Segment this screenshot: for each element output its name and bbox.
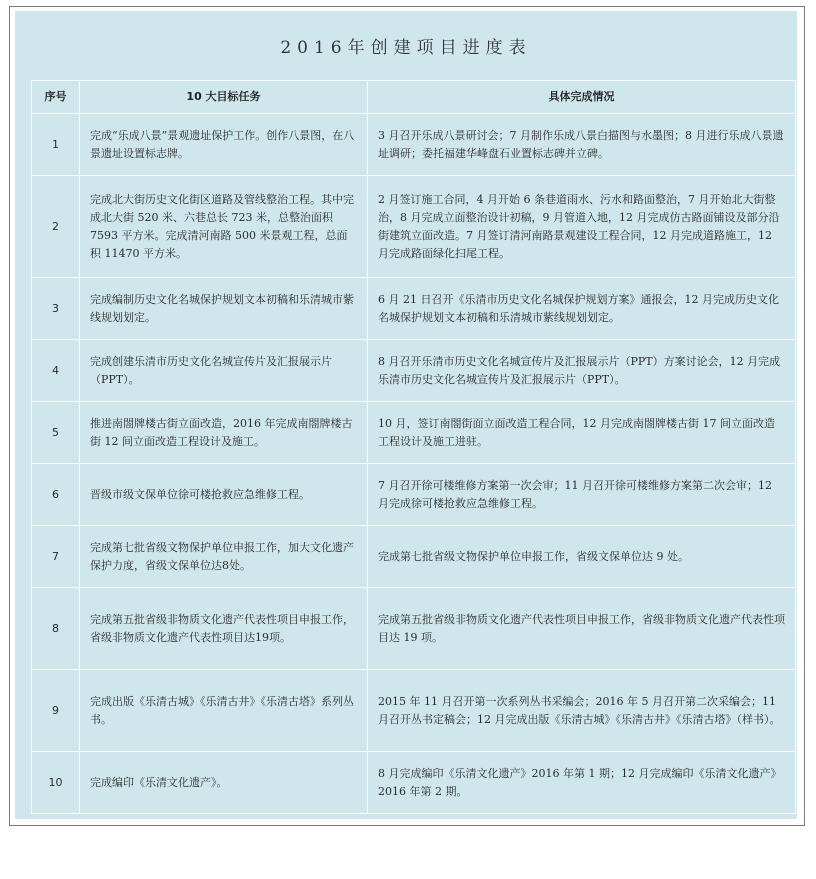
table-row	[32, 176, 796, 278]
table-row	[32, 340, 796, 402]
row-number: 3	[32, 278, 80, 340]
row-status: 6 月 21 日召开《乐清市历史文化名城保护规划方案》通报会，12 月完成历史文化名城保护规划文本初稿和乐清城市紫线规划划定。	[368, 278, 796, 340]
row-status: 2015 年 11 月召开第一次系列丛书采编会；2016 年 5 月召开第二次采编会；11 月召开丛书定稿会；12 月完成出版《乐清古城》《乐清古井》《乐清古塔》（样书）。	[368, 670, 796, 752]
header-task: 10 大目标任务	[80, 81, 368, 114]
row-status: 2 月签订施工合同，4 月开始 6 条巷道雨水、污水和路面整治，7 月开始北大街整治，8 月完成立面整治设计初稿，9 月管道入地，12 月完成仿古路面铺设及部分沿街建筑立面改造。7 月签订清河南路景观建设工程合同，12 月完成道路施工，12 月完成路面绿化扫尾工程。	[368, 176, 796, 278]
row-status: 3 月召开乐成八景研讨会；7 月制作乐成八景白描图与水墨图；8 月进行乐成八景遗址调研；委托福建华峰盘石业置标志碑并立碑。	[368, 114, 796, 176]
row-number: 9	[32, 670, 80, 752]
row-task: 晋级市级文保单位徐可楼抢救应急维修工程。	[80, 464, 368, 526]
row-task: 完成创建乐清市历史文化名城宣传片及汇报展示片（PPT）。	[80, 340, 368, 402]
row-number: 5	[32, 402, 80, 464]
document-frame	[9, 6, 805, 826]
row-number: 8	[32, 588, 80, 670]
row-status: 8 月完成编印《乐清文化遗产》2016 年第 1 期；12 月完成编印《乐清文化遗产》2016 年第 2 期。	[368, 752, 796, 814]
row-task: 完成第五批省级非物质文化遗产代表性项目申报工作，省级非物质文化遗产代表性项目达19项。	[80, 588, 368, 670]
row-number: 10	[32, 752, 80, 814]
table-row	[32, 752, 796, 814]
header-status: 具体完成情况	[368, 81, 796, 114]
row-task: 完成“乐成八景”景观遗址保护工作。创作八景图，在八景遗址设置标志牌。	[80, 114, 368, 176]
row-number: 6	[32, 464, 80, 526]
row-task: 推进南閤牌楼古街立面改造，2016 年完成南閤牌楼古街 12 间立面改造工程设计及施工。	[80, 402, 368, 464]
row-status: 10 月，签订南閤街面立面改造工程合同，12 月完成南閤牌楼古街 17 间立面改造工程设计及施工进驻。	[368, 402, 796, 464]
table-row	[32, 402, 796, 464]
row-task: 完成北大街历史文化街区道路及管线整治工程。其中完成北大街 520 米、六巷总长 723 米，总整治面积 7593 平方米。完成清河南路 500 米景观工程，总面积 11470 平方米。	[80, 176, 368, 278]
table-row	[32, 526, 796, 588]
table-row	[32, 464, 796, 526]
row-number: 4	[32, 340, 80, 402]
row-task: 完成编印《乐清文化遗产》。	[80, 752, 368, 814]
row-task: 完成编制历史文化名城保护规划文本初稿和乐清城市紫线规划划定。	[80, 278, 368, 340]
table-header-row	[32, 81, 796, 114]
row-number: 2	[32, 176, 80, 278]
table-row	[32, 670, 796, 752]
row-task: 完成出版《乐清古城》《乐清古井》《乐清古塔》系列丛书。	[80, 670, 368, 752]
row-task: 完成第七批省级文物保护单位申报工作，加大文化遗产保护力度，省级文保单位达8处。	[80, 526, 368, 588]
table-row	[32, 588, 796, 670]
row-status: 7 月召开徐可楼维修方案第一次会审；11 月召开徐可楼维修方案第二次会审；12 月完成徐可楼抢救应急维修工程。	[368, 464, 796, 526]
table-row	[32, 278, 796, 340]
row-number: 7	[32, 526, 80, 588]
table-panel	[15, 11, 797, 819]
row-number: 1	[32, 114, 80, 176]
header-no: 序号	[32, 81, 80, 114]
row-status: 完成第五批省级非物质文化遗产代表性项目申报工作，省级非物质文化遗产代表性项目达 19 项。	[368, 588, 796, 670]
row-status: 完成第七批省级文物保护单位申报工作，省级文保单位达 9 处。	[368, 526, 796, 588]
page-title: 2016年创建项目进度表	[280, 38, 532, 58]
table-row	[32, 114, 796, 176]
progress-table	[31, 80, 796, 814]
row-status: 8 月召开乐清市历史文化名城宣传片及汇报展示片（PPT）方案讨论会，12 月完成乐清市历史文化名城宣传片及汇报展示片（PPT）。	[368, 340, 796, 402]
